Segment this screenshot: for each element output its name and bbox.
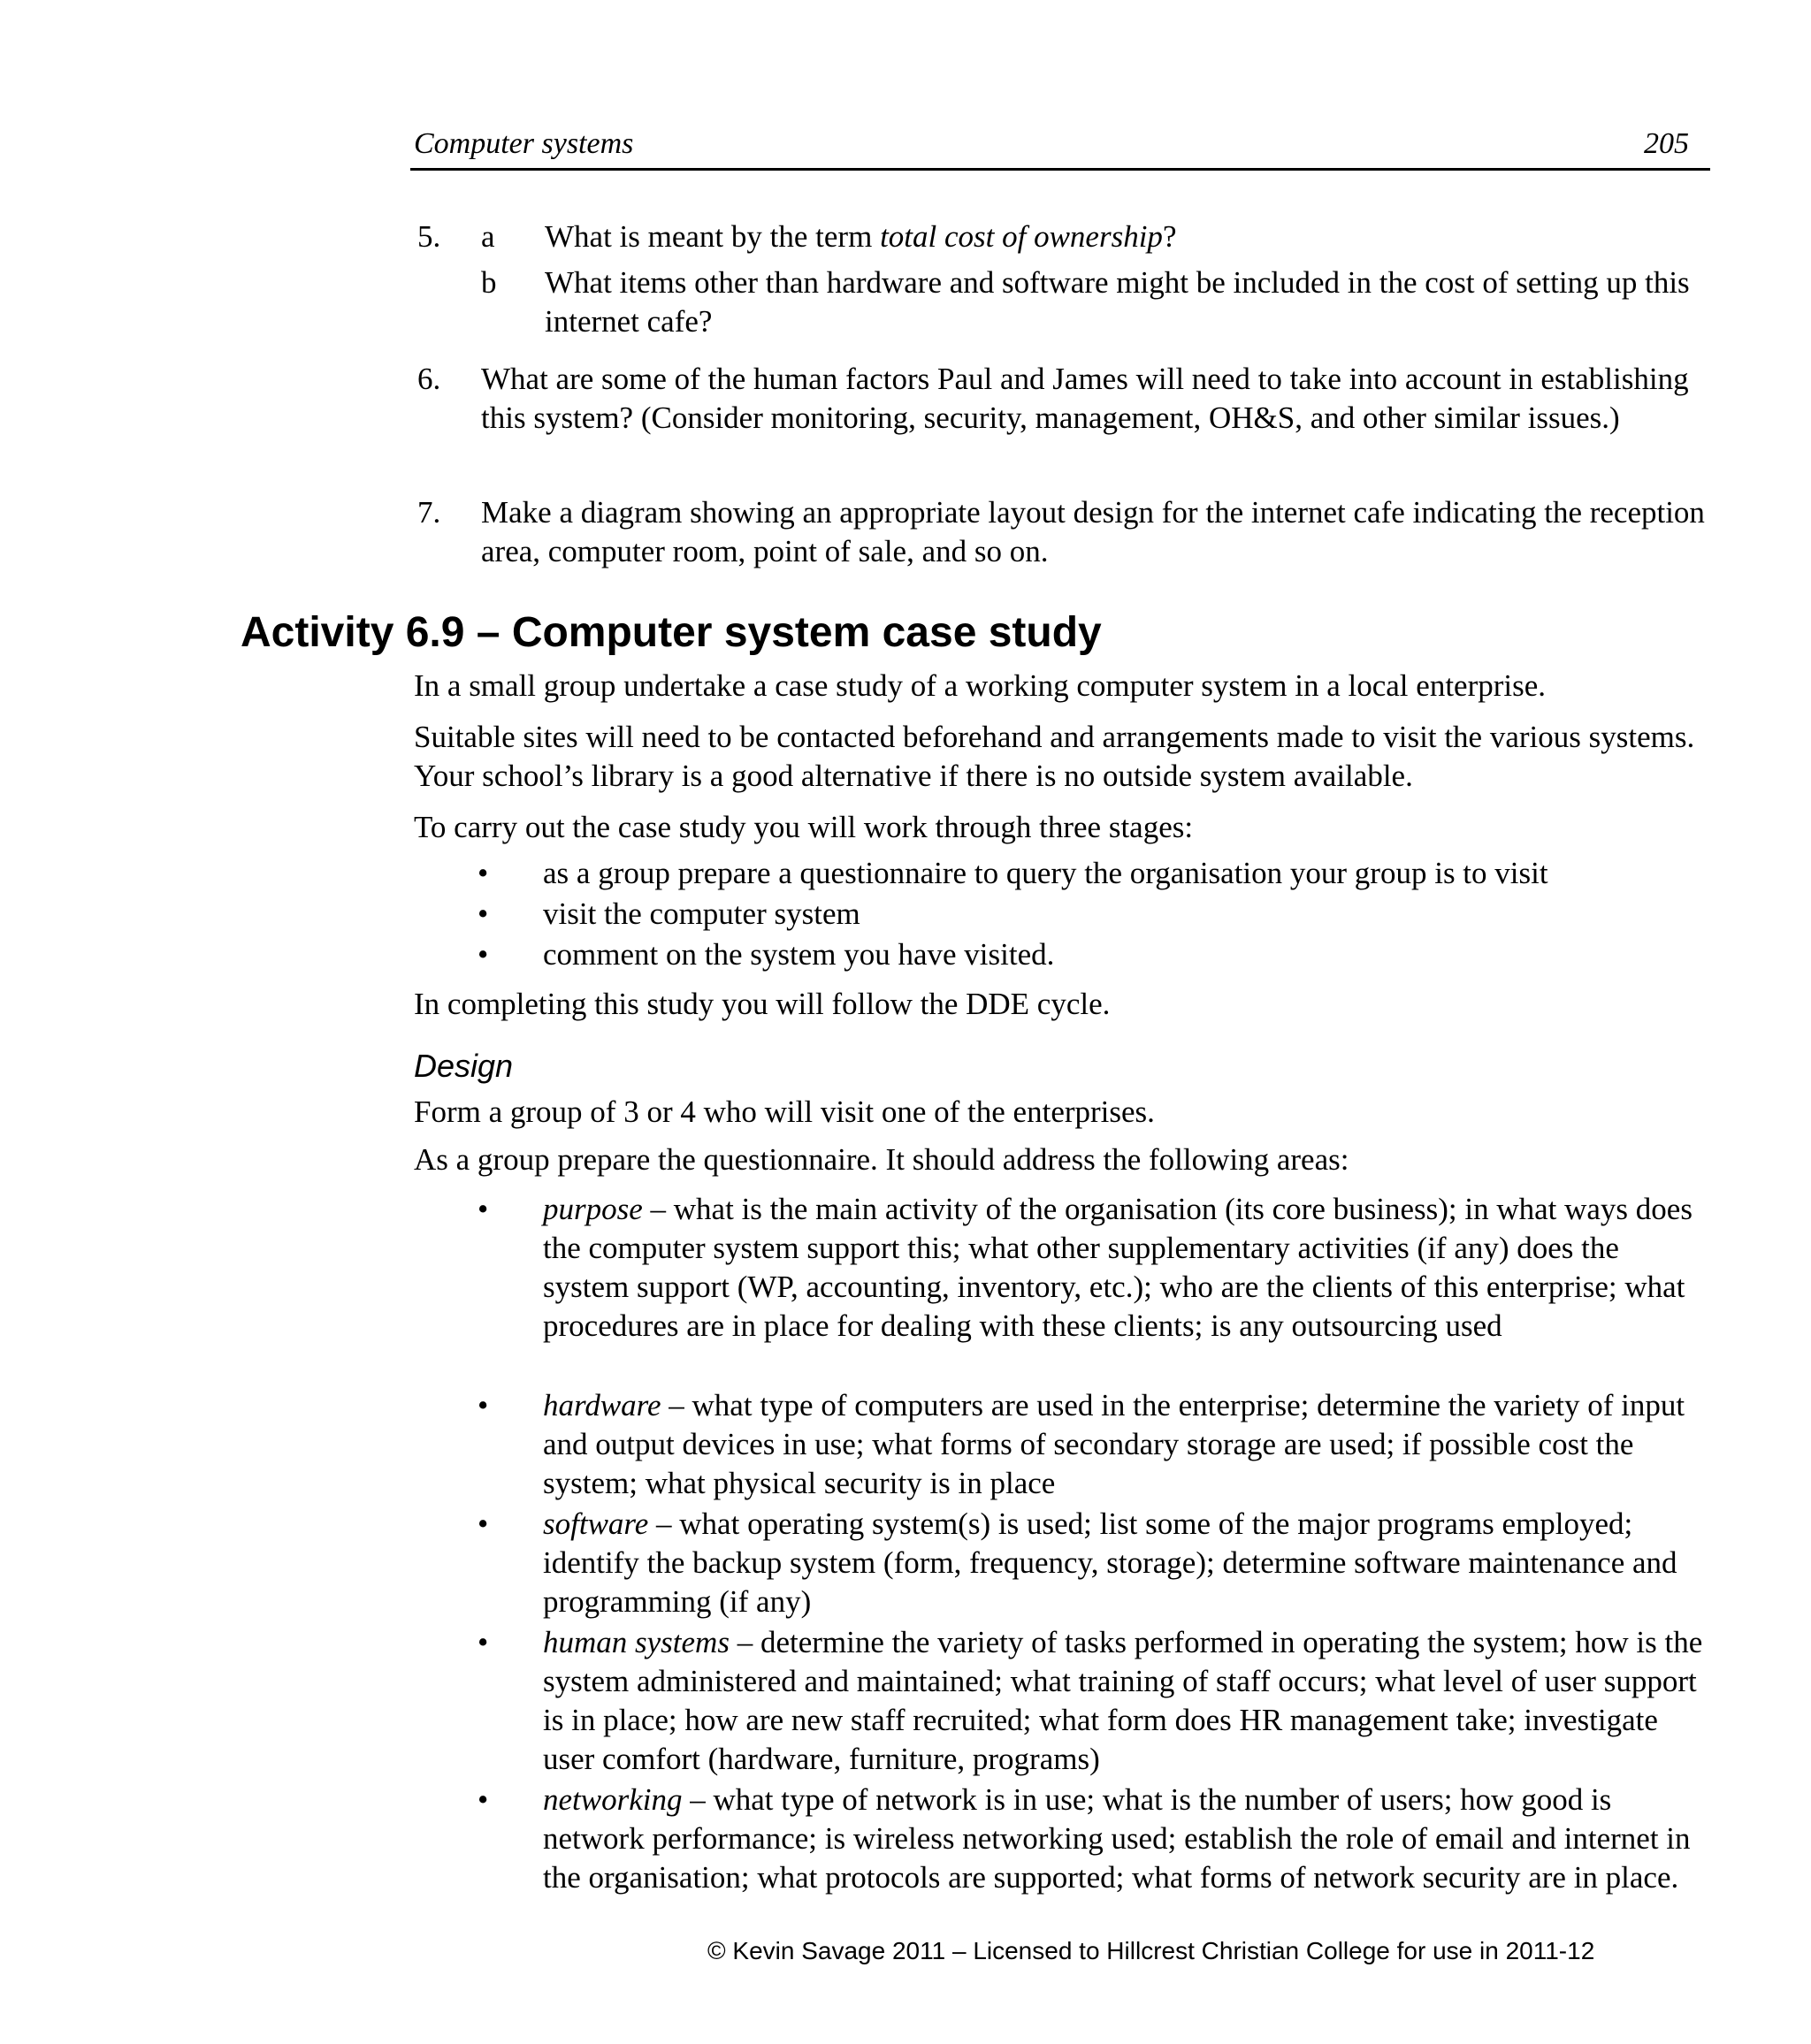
question-7 xyxy=(414,493,1714,573)
bullet-icon: • xyxy=(478,1506,489,1541)
area-term: hardware xyxy=(543,1388,661,1422)
activity-intro: In a small group undertake a case study of a working computer system in a local enterprise. xyxy=(414,668,1547,703)
sub-question-letter: b xyxy=(481,265,497,300)
question-text: What are some of the human factors Paul and James will need to take into account in establishing this system? (Consider monitoring, security, management, OH&S, and other similar issues.) xyxy=(481,362,1689,435)
activity-sites: Suitable sites will need to be contacted beforehand and arrangements made to visit the various systems. Your school’s library is a good alternative if there is no outside system available. xyxy=(414,720,1695,793)
bullet-icon: • xyxy=(478,937,489,972)
design-subheading: Design xyxy=(414,1048,514,1084)
area-term: purpose xyxy=(543,1192,643,1226)
running-header xyxy=(410,124,1710,171)
activity-heading: Activity 6.9 – Computer system case study xyxy=(241,609,1102,656)
question-number: 5. xyxy=(417,219,441,254)
page-number: 205 xyxy=(1644,127,1689,160)
term: total cost of ownership xyxy=(880,219,1163,254)
question-5b xyxy=(414,263,1714,343)
bullet-icon: • xyxy=(478,1782,489,1817)
sub-question-letter: a xyxy=(481,219,495,254)
question-number: 7. xyxy=(417,495,441,530)
form-group-text: Form a group of 3 or 4 who will visit one of the enterprises. xyxy=(414,1094,1155,1129)
question-text: What items other than hardware and software might be included in the cost of setting up this internet cafe? xyxy=(545,265,1690,339)
chapter-title: Computer systems xyxy=(414,127,634,160)
bullet-icon: • xyxy=(478,896,489,931)
question-text: What is meant by the term total cost of ownership? xyxy=(545,219,1177,254)
bullet-icon: • xyxy=(478,856,489,890)
question-6 xyxy=(414,360,1714,478)
question-5a xyxy=(414,217,1714,271)
question-text: Make a diagram showing an appropriate layout design for the internet cafe indicating the reception area, computer room, point of sale, and so on. xyxy=(481,495,1705,568)
bullet-icon: • xyxy=(478,1388,489,1422)
dde-cycle-note: In completing this study you will follow the DDE cycle. xyxy=(414,987,1111,1021)
area-term: software xyxy=(543,1506,649,1541)
stages-intro: To carry out the case study you will work through three stages: xyxy=(414,810,1194,844)
area-term: human systems xyxy=(543,1625,730,1659)
bullet-icon: • xyxy=(478,1625,489,1659)
area-term: networking xyxy=(543,1782,683,1817)
questionnaire-text: As a group prepare the questionnaire. It should address the following areas: xyxy=(414,1142,1349,1177)
question-number: 6. xyxy=(417,362,441,396)
bullet-icon: • xyxy=(478,1192,489,1226)
copyright-footer: © Kevin Savage 2011 – Licensed to Hillcrest Christian College for use in 2011-12 xyxy=(707,1937,1595,1964)
